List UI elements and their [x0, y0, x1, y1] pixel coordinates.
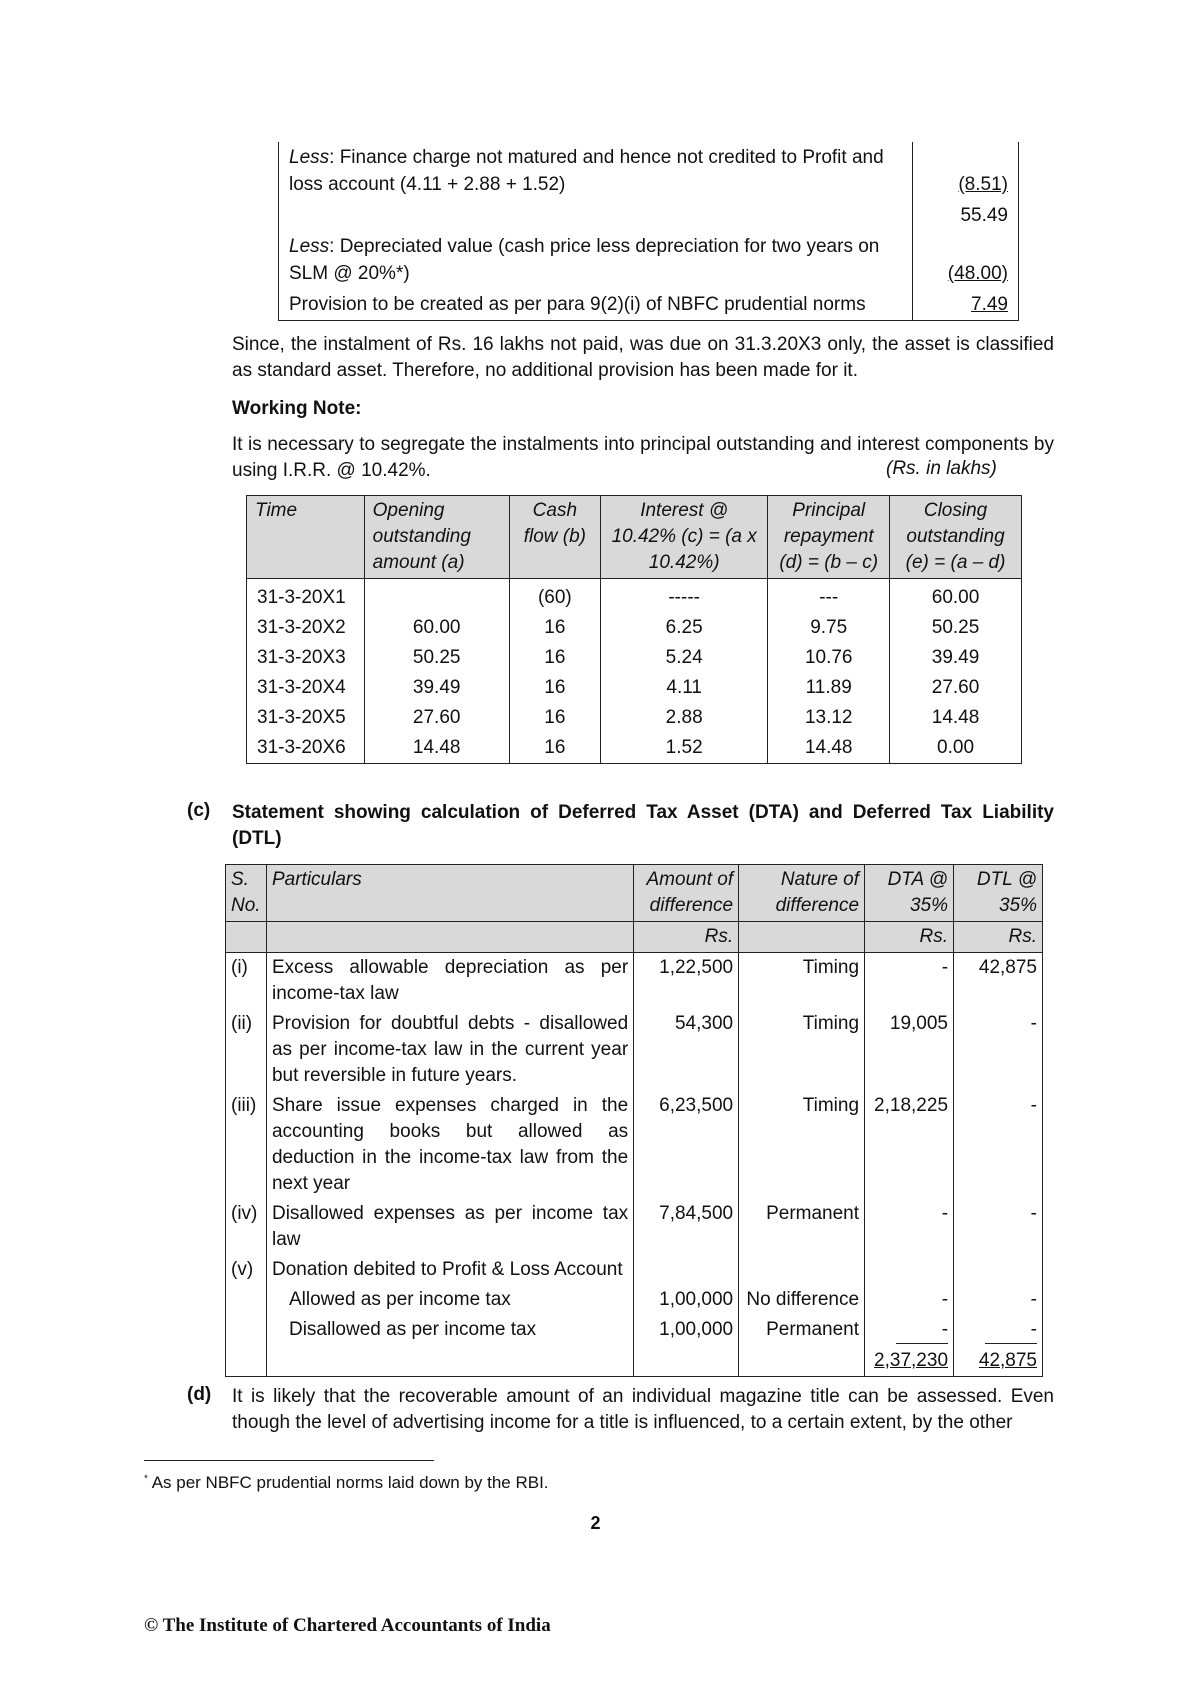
dt-nature: Timing — [739, 953, 865, 1010]
table-row — [247, 579, 1022, 614]
dt-dtl: 42,875 — [954, 953, 1043, 1010]
dt-dtl: - — [954, 1285, 1043, 1315]
dt-particulars: Allowed as per income tax — [266, 1285, 633, 1315]
irr-header-time: Time — [247, 496, 365, 579]
unit-label: (Rs. in lakhs) — [886, 458, 997, 479]
irr-cell: 31-3-20X1 — [247, 579, 365, 614]
dt-nature — [739, 1346, 865, 1377]
irr-cell: 2.88 — [600, 703, 767, 733]
irr-cell: 16 — [509, 703, 600, 733]
dt-nature: No difference — [739, 1285, 865, 1315]
standard-asset-paragraph: Since, the instalment of Rs. 16 lakhs not paid, was due on 31.3.20X3 only, the asset is classified as standard asset. Therefore, no additional provision has been made for it. — [232, 334, 1054, 381]
dt-unit — [739, 922, 865, 953]
irr-cell: 14.48 — [364, 733, 509, 764]
provision-amount: (8.51) — [913, 142, 1019, 200]
dt-nature: Permanent — [739, 1315, 865, 1346]
dt-dtl: - — [954, 1199, 1043, 1255]
table-row — [226, 1009, 1043, 1091]
dt-header-row — [226, 865, 1043, 922]
provision-row — [279, 231, 1019, 289]
dt-amount: 7,84,500 — [634, 1199, 739, 1255]
table-row — [247, 613, 1022, 643]
irr-cell: 16 — [509, 643, 600, 673]
irr-cell: 39.49 — [364, 673, 509, 703]
dt-dta — [865, 1255, 954, 1285]
table-row — [226, 1285, 1043, 1315]
provision-amount: (48.00) — [913, 231, 1019, 289]
irr-cell: 6.25 — [600, 613, 767, 643]
irr-cell: 1.52 — [600, 733, 767, 764]
provision-row — [279, 289, 1019, 321]
table-row — [247, 733, 1022, 764]
irr-cell: 11.89 — [768, 673, 890, 703]
footnote-text: As per NBFC prudential norms laid down by the RBI. — [147, 1473, 549, 1492]
dt-sno: (iii) — [226, 1091, 267, 1199]
dt-sno — [226, 1346, 267, 1377]
provision-row — [279, 142, 1019, 200]
dt-dtl: - — [954, 1009, 1043, 1091]
dt-particulars: Share issue expenses charged in the accounting books but allowed as deduction in the income-tax law from the next year — [266, 1091, 633, 1199]
dt-dtl-total: 42,875 — [954, 1346, 1043, 1377]
table-row — [226, 1255, 1043, 1285]
irr-cell: 39.49 — [890, 643, 1022, 673]
irr-cell: 31-3-20X2 — [247, 613, 365, 643]
dt-sno — [226, 1315, 267, 1346]
irr-cell: 13.12 — [768, 703, 890, 733]
dt-header-dta: DTA @ 35% — [865, 865, 954, 922]
dt-amount: 54,300 — [634, 1009, 739, 1091]
irr-cell: 14.48 — [768, 733, 890, 764]
dt-dta-total: 2,37,230 — [865, 1346, 954, 1377]
dt-units-row — [226, 922, 1043, 953]
dt-particulars: Disallowed as per income tax — [266, 1315, 633, 1346]
irr-header-row — [247, 496, 1022, 579]
dt-particulars: Donation debited to Profit & Loss Account — [266, 1255, 633, 1285]
dt-header-dtl: DTL @ 35% — [954, 865, 1043, 922]
dt-dta: - — [865, 1199, 954, 1255]
irr-cell: 27.60 — [890, 673, 1022, 703]
dt-sno: (i) — [226, 953, 267, 1010]
footnote-divider — [144, 1460, 434, 1461]
dt-nature: Timing — [739, 1009, 865, 1091]
dt-dta: - — [865, 1285, 954, 1315]
dt-particulars: Disallowed expenses as per income tax law — [266, 1199, 633, 1255]
table-row — [247, 673, 1022, 703]
dt-sno: (iv) — [226, 1199, 267, 1255]
dt-dtl: - — [954, 1091, 1043, 1199]
table-row — [226, 1315, 1043, 1346]
section-c-title: Statement showing calculation of Deferred Tax Asset (DTA) and Deferred Tax Liability (DTL) — [232, 802, 1054, 849]
irr-cell: 31-3-20X3 — [247, 643, 365, 673]
irr-cell: 31-3-20X4 — [247, 673, 365, 703]
dt-amount: 1,00,000 — [634, 1285, 739, 1315]
dt-nature: Timing — [739, 1091, 865, 1199]
dt-unit — [266, 922, 633, 953]
irr-cell: 0.00 — [890, 733, 1022, 764]
irr-cell: 9.75 — [768, 613, 890, 643]
provision-label — [279, 200, 913, 231]
irr-cell: 16 — [509, 613, 600, 643]
irr-schedule-table — [246, 495, 1022, 764]
total-row — [226, 1346, 1043, 1377]
table-row — [226, 953, 1043, 1010]
table-row — [247, 703, 1022, 733]
dt-header-amount: Amount of difference — [634, 865, 739, 922]
dt-amount: 1,22,500 — [634, 953, 739, 1010]
irr-header-cashflow: Cash flow (b) — [509, 496, 600, 579]
dt-particulars — [266, 1346, 633, 1377]
irr-cell: 50.25 — [364, 643, 509, 673]
provision-calculation-table — [278, 142, 1019, 321]
dt-dta-value: - — [896, 1317, 948, 1344]
irr-header-opening: Opening outstanding amount (a) — [364, 496, 509, 579]
dt-dta: 2,18,225 — [865, 1091, 954, 1199]
irr-cell: 60.00 — [890, 579, 1022, 614]
provision-amount: 7.49 — [913, 289, 1019, 321]
page-number: 2 — [590, 1513, 601, 1533]
irr-cell: --- — [768, 579, 890, 614]
irr-header-principal: Principal repayment (d) = (b – c) — [768, 496, 890, 579]
copyright-footer: © The Institute of Chartered Accountants of India — [144, 1615, 551, 1636]
irr-cell: 4.11 — [600, 673, 767, 703]
table-row — [247, 643, 1022, 673]
dt-amount — [634, 1346, 739, 1377]
dt-amount — [634, 1255, 739, 1285]
irr-cell: 14.48 — [890, 703, 1022, 733]
dt-dtl-value: - — [985, 1317, 1037, 1344]
irr-header-closing: Closing outstanding (e) = (a – d) — [890, 496, 1022, 579]
dt-particulars: Excess allowable depreciation as per income-tax law — [266, 953, 633, 1010]
table-row — [226, 1091, 1043, 1199]
dta-dtl-table — [225, 864, 1043, 1377]
irr-cell: 10.76 — [768, 643, 890, 673]
dt-particulars: Provision for doubtful debts - disallowed as per income-tax law in the current year but reversible in future years. — [266, 1009, 633, 1091]
dt-dta: 19,005 — [865, 1009, 954, 1091]
irr-cell: 50.25 — [890, 613, 1022, 643]
dt-unit — [226, 922, 267, 953]
dt-amount: 6,23,500 — [634, 1091, 739, 1199]
irr-cell: 31-3-20X5 — [247, 703, 365, 733]
provision-label: Less: Finance charge not matured and hence not credited to Profit and loss account (4.11 + 2.88 + 1.52) — [289, 147, 884, 195]
working-note-body: It is necessary to segregate the instalments into principal outstanding and interest components by using I.R.R. @ 10.42%. — [232, 434, 1054, 481]
section-d-text: It is likely that the recoverable amount of an individual magazine title can be assessed. Even though the level of advertising income for a title is influenced, to a certain extent, by the other — [232, 1386, 1054, 1433]
dt-dtl — [954, 1255, 1043, 1285]
working-note-heading: Working Note: — [232, 398, 362, 419]
provision-label: Less: Depreciated value (cash price less depreciation for two years on SLM @ 20%*) — [289, 236, 880, 284]
provision-label: Provision to be created as per para 9(2)(i) of NBFC prudential norms — [289, 294, 866, 315]
irr-cell: 27.60 — [364, 703, 509, 733]
dt-unit: Rs. — [634, 922, 739, 953]
provision-row — [279, 200, 1019, 231]
irr-cell: 60.00 — [364, 613, 509, 643]
irr-cell: 31-3-20X6 — [247, 733, 365, 764]
section-c-label: (c) — [187, 800, 211, 821]
dt-header-sno: S. No. — [226, 865, 267, 922]
dt-dtl — [954, 1315, 1043, 1346]
dt-sno: (ii) — [226, 1009, 267, 1091]
table-row — [226, 1199, 1043, 1255]
dt-nature — [739, 1255, 865, 1285]
dt-dta — [865, 1315, 954, 1346]
irr-header-interest: Interest @ 10.42% (c) = (a x 10.42%) — [600, 496, 767, 579]
dt-dta: - — [865, 953, 954, 1010]
dt-sno: (v) — [226, 1255, 267, 1285]
dt-unit: Rs. — [954, 922, 1043, 953]
irr-cell: 5.24 — [600, 643, 767, 673]
irr-cell: ----- — [600, 579, 767, 614]
section-d-label: (d) — [187, 1384, 212, 1405]
dt-header-particulars: Particulars — [266, 865, 633, 922]
footnote — [144, 1473, 549, 1493]
irr-cell: 16 — [509, 673, 600, 703]
dt-unit: Rs. — [865, 922, 954, 953]
irr-cell — [364, 579, 509, 614]
irr-cell: 16 — [509, 733, 600, 764]
dt-amount: 1,00,000 — [634, 1315, 739, 1346]
dt-header-nature: Nature of difference — [739, 865, 865, 922]
footnote-marker: * — [144, 1473, 148, 1485]
dt-sno — [226, 1285, 267, 1315]
provision-amount: 55.49 — [913, 200, 1019, 231]
irr-cell: (60) — [509, 579, 600, 614]
dt-nature: Permanent — [739, 1199, 865, 1255]
